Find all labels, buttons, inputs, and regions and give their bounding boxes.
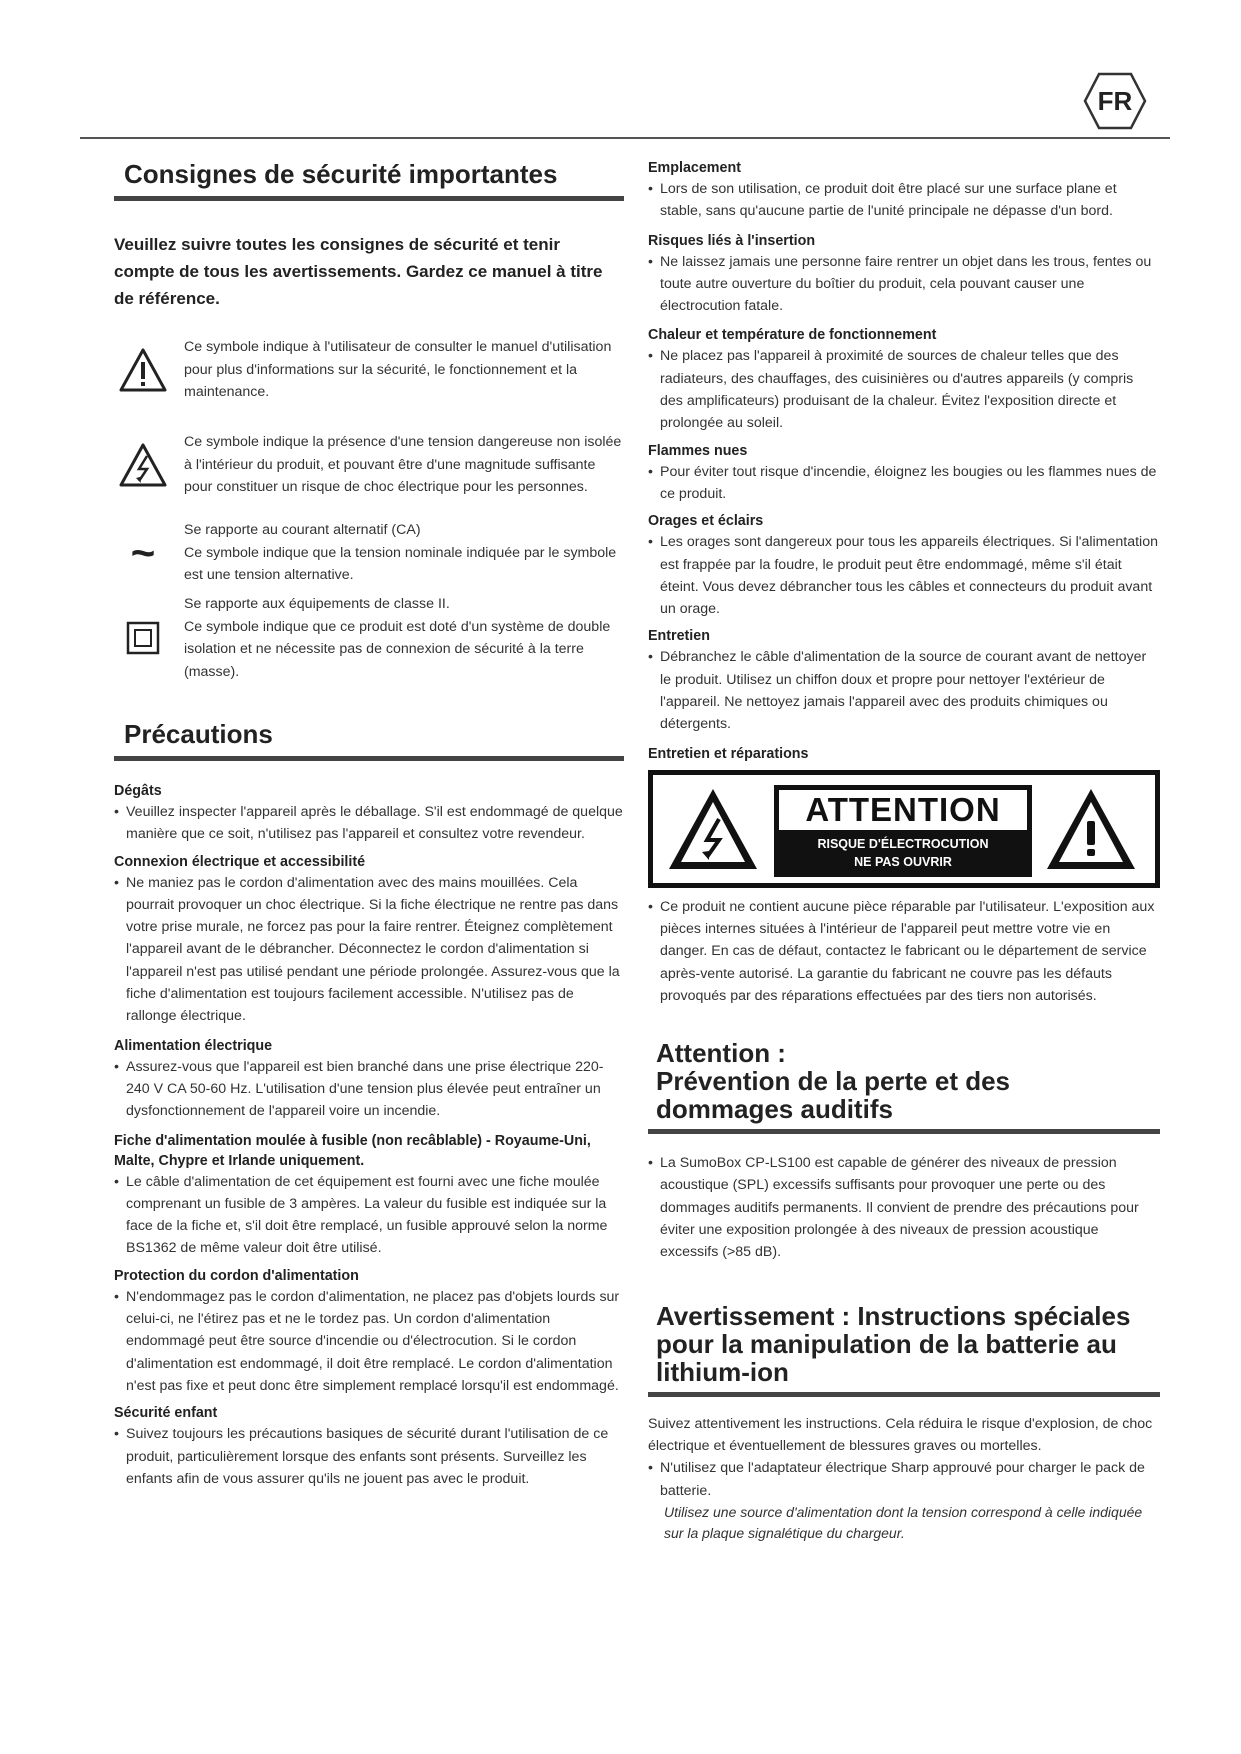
bullet-item: • Les orages sont dangereux pour tous les appareils électriques. Si l'alimentation est frappée par la foudre, le produit peut être endommagé, même s'il était éteint. Vous devez débrancher tous les câbles et connecteurs du produit avant un orage.: [648, 531, 1160, 620]
tilde-glyph: ~: [130, 529, 156, 576]
section: [648, 325, 1160, 434]
precautions-list: [114, 781, 624, 1490]
bullet-item: • Ne maniez pas le cordon d'alimentation avec des mains mouillées. Cela pourrait provoquer un choc électrique. Si la fiche électrique ne rentre pas dans votre prise murale, ne forcez pas pour la faire rentrer. Éteignez complètement l'appareil avant de le débrancher. Déconnectez le cordon d'alimentation si l'appareil n'est pas utilisé pendant une période prolongée. Assurez-vous que la fiche d'alimentation est toujours facilement accessible. N'utilisez pas de rallonge électrique.: [114, 872, 624, 1028]
symbol-description: Ce symbole indique la présence d'une tension dangereuse non isolée à l'intérieur du produit, et pouvant être d'une magnitude suffisante pour constituer un risque de choc électrique pour les personnes.: [184, 434, 622, 496]
symbol-list: [114, 330, 624, 682]
section: [648, 441, 1160, 506]
bullet-item: • N'endommagez pas le cordon d'alimentation, ne placez pas d'objets lourds sur celui-ci, ne l'étirez pas et ne le tordez pas. Un cordon d'alimentation endommagé peut être source d'incendie ou d'électrocution. Si le cordon d'alimentation est endommagé, il doit être remplacé. Le cordon d'alimentation n'est pas fixe et peut donc être simplement remplacé lorsqu'il est endommagé.: [114, 1286, 624, 1397]
bullet-item: • Ne placez pas l'appareil à proximité de sources de chaleur telles que des radiateurs, des chauffages, des cuisinières ou d'autres appareils (y compris des amplificateurs) produisant de la chaleur. Évitez l'exposition directe et prolongée au soleil.: [648, 345, 1160, 434]
symbol-line: Se rapporte au courant alternatif (CA): [184, 522, 421, 539]
voltage-triangle-icon: [665, 785, 761, 873]
bullet-item: • La SumoBox CP-LS100 est capable de générer des niveaux de pression acoustique (SPL) excessifs suffisants pour provoquer une perte ou des dommages auditifs permanents. Il convient de prendre des précautions pour éviter une exposition prolongée à des niveaux de pression acoustique excessifs (>85 dB).: [648, 1152, 1160, 1263]
bullet-text: La SumoBox CP-LS100 est capable de générer des niveaux de pression acoustique (SPL) excessifs suffisants pour provoquer une perte ou des dommages auditifs permanents. Il convient de prendre des précautions pour éviter une exposition prolongée à des niveaux de pression acoustique excessifs (>85 dB).: [660, 1155, 1139, 1261]
bullet-item: • Lors de son utilisation, ce produit doit être placé sur une surface plane et stable, sans qu'aucune partie de l'unité principale ne dépasse d'un bord.: [648, 178, 1160, 223]
bullet-text: Lors de son utilisation, ce produit doit être placé sur une surface plane et stable, sans qu'aucune partie de l'unité principale ne dépasse d'un bord.: [660, 181, 1117, 220]
bullet-text: Les orages sont dangereux pour tous les appareils électriques. Si l'alimentation est frappée par la foudre, le produit peut être endommagé, même s'il était éteint. Vous devez débrancher tous les câbles et connecteurs du produit avant un orage.: [660, 534, 1158, 618]
bullet-text: Pour éviter tout risque d'incendie, éloignez les bougies ou les flammes nues de ce produit.: [660, 463, 1157, 502]
bullet-item: • N'utilisez que l'adaptateur électrique Sharp approuvé pour charger le pack de batterie.: [648, 1457, 1160, 1502]
safety-title: Consignes de sécurité importantes: [124, 159, 558, 189]
section: [114, 1266, 624, 1397]
section-heading: Dégâts: [114, 783, 162, 799]
section: [648, 231, 1160, 318]
voltage-triangle-icon: [114, 442, 172, 488]
bullet-text: Veuillez inspecter l'appareil après le déballage. S'il est endommagé de quelque manière que ce soit, n'utilisez pas l'appareil et consultez votre revendeur.: [126, 804, 623, 843]
language-code: FR: [1097, 86, 1133, 116]
title-rule: [114, 196, 624, 201]
tilde-icon: [114, 529, 172, 576]
symbol-row: [114, 330, 624, 410]
bullet-text: Suivez toujours les précautions basiques de sécurité durant l'utilisation de ce produit, particulièrement lorsque des enfants sont présents. Surveillez les enfants afin de vous assurer qu'ils ne jouent pas avec le produit.: [126, 1426, 609, 1487]
section-heading: Flammes nues: [648, 442, 748, 459]
header-divider: [80, 137, 1170, 139]
section: [114, 1036, 624, 1123]
symbol-row: [114, 594, 624, 682]
symbol-description: Ce symbole indique à l'utilisateur de consulter le manuel d'utilisation pour plus d'informations sur la sécurité, le fonctionnement et la maintenance.: [184, 339, 612, 401]
section-heading: Entretien: [648, 628, 710, 645]
symbol-line: Ce symbole indique que la tension nominale indiquée par le symbole est une tension alternative.: [184, 544, 617, 584]
title-rule: [648, 1129, 1160, 1134]
bullet-item: • Le câble d'alimentation de cet équipement est fourni avec une fiche moulée comprenant un fusible de 3 ampères. La valeur du fusible est indiquée sur la face de la fiche et, s'il doit être remplacé, un fusible approuvé selon la norme BS1362 de même valeur doit être utilisé.: [114, 1171, 624, 1260]
attention-line: NE PAS OUVRIR: [854, 854, 952, 869]
section-heading: Protection du cordon d'alimentation: [114, 1267, 359, 1284]
bullet-item: • Ne laissez jamais une personne faire rentrer un objet dans les trous, fentes ou toute autre ouverture du boîtier du produit, cela pouvant causer une électrocution fatale.: [648, 251, 1160, 318]
left-column: [114, 150, 624, 1490]
symbol-description: [184, 593, 624, 683]
bullet-text: N'utilisez que l'adaptateur électrique Sharp approuvé pour charger le pack de batterie.: [660, 1460, 1145, 1499]
bullet-item: • Ce produit ne contient aucune pièce réparable par l'utilisateur. L'exposition aux pièces internes situées à l'intérieur de l'appareil peut mettre votre vie en danger. En cas de défaut, contactez le fabricant ou le département de service après-vente autorisé. La garantie du fabricant ne couvre pas les défauts provoqués par des réparations effectuées par des tiers non autorisés.: [648, 896, 1160, 1007]
symbol-line: Ce symbole indique que ce produit est doté d'un système de double isolation et ne nécessite pas de connexion de sécurité à la terre (masse).: [184, 618, 611, 680]
section-heading: Risques liés à l'insertion: [648, 232, 816, 249]
attention-line: RISQUE D'ÉLECTROCUTION: [817, 836, 989, 851]
section-heading: Chaleur et température de fonctionnement: [648, 327, 937, 344]
bullet-text: N'endommagez pas le cordon d'alimentation, ne placez pas d'objets lourds sur celui-ci, ne l'étirez pas et ne le tordez pas. Un cordon d'alimentation endommagé peut être source d'incendie ou d'électrocution. Si le cordon d'alimentation est endommagé, il doit être remplacé. Le cordon d'alimentation n'est pas fixe et peut donc être simplement remplacé lorsqu'il est endommagé.: [126, 1288, 620, 1394]
section: [648, 158, 1160, 223]
bullet-text: Le câble d'alimentation de cet équipement est fourni avec une fiche moulée comprenant un fusible de 3 ampères. La valeur du fusible est indiquée sur la face de la fiche et, s'il doit être remplacé, un fusible approuvé selon la norme BS1362 de même valeur doit être utilisé.: [126, 1173, 608, 1257]
bullet-text: Ne maniez pas le cordon d'alimentation avec des mains mouillées. Cela pourrait provoquer un choc électrique. Si la fiche électrique ne rentre pas dans votre prise murale, ne forcez pas pour la faire rentrer. Éteignez complètement l'appareil avant de le débrancher. Déconnectez le cordon d'alimentation si l'appareil n'est pas utilisé pendant une période prolongée. Assurez-vous que la fiche d'alimentation est toujours facilement accessible. N'utilisez pas de rallonge électrique.: [126, 874, 620, 1025]
bullet-item: • Pour éviter tout risque d'incendie, éloignez les bougies ou les flammes nues de ce produit.: [648, 461, 1160, 506]
warning-triangle-icon: [114, 347, 172, 393]
section: [114, 1403, 624, 1490]
safety-intro: Veuillez suivre toutes les consignes de sécurité et tenir compte de tous les avertissements. Gardez ce manuel à titre de référence.: [114, 235, 603, 308]
bullet-text: Ce produit ne contient aucune pièce réparable par l'utilisateur. L'exposition aux pièces internes situées à l'intérieur de l'appareil peut mettre votre vie en danger. En cas de défaut, contactez le fabricant ou le département de service après-vente autorisé. La garantie du fabricant ne couvre pas les défauts provoqués par des réparations effectuées par des tiers non autorisés.: [660, 898, 1155, 1004]
attention-word: ATTENTION: [779, 790, 1027, 830]
section-heading: Connexion électrique et accessibilité: [114, 853, 366, 870]
symbol-description: [184, 519, 624, 587]
symbol-line: Se rapporte aux équipements de classe II.: [184, 596, 450, 612]
battery-title-line: lithium-ion: [656, 1356, 789, 1387]
attention-caption: [774, 835, 1032, 871]
section: [648, 626, 1160, 735]
hearing-title: [656, 1039, 1160, 1123]
section-heading: Entretien et réparations: [648, 745, 809, 762]
hearing-title-line: Attention :: [656, 1038, 786, 1069]
attention-warning-label: [648, 770, 1160, 888]
hearing-warning-section: [648, 1039, 1160, 1263]
section: [114, 1131, 624, 1260]
bullet-item: • Assurez-vous que l'appareil est bien branché dans une prise électrique 220-240 V CA 50-60 Hz. L'utilisation d'une tension plus élevée peut entraîner un dysfonctionnement de l'appareil voire un incendie.: [114, 1056, 624, 1123]
warning-triangle-icon: [1043, 785, 1139, 873]
attention-label: [774, 785, 1032, 877]
battery-note: Utilisez une source d'alimentation dont la tension correspond à celle indiquée sur la plaque signalétique du chargeur.: [664, 1503, 1143, 1541]
section-heading: Sécurité enfant: [114, 1405, 218, 1422]
symbol-row: [114, 520, 624, 586]
section-heading: Emplacement: [648, 160, 741, 176]
battery-intro: Suivez attentivement les instructions. Cela réduira le risque d'explosion, de choc électrique et éventuellement de blessures graves ou mortelles.: [648, 1415, 1153, 1454]
title-rule: [648, 1392, 1160, 1397]
precautions-title: Précautions: [124, 719, 273, 749]
bullet-text: Ne laissez jamais une personne faire rentrer un objet dans les trous, fentes ou toute autre ouverture du boîtier du produit, cela pouvant causer une électrocution fatale.: [660, 253, 1152, 315]
bullet-item: • Veuillez inspecter l'appareil après le déballage. S'il est endommagé de quelque manière que ce soit, n'utilisez pas l'appareil et consultez votre revendeur.: [114, 801, 624, 846]
hearing-title-line: dommages auditifs: [656, 1094, 893, 1125]
class-ii-icon: [114, 621, 172, 655]
symbol-row: [114, 420, 624, 510]
section: [648, 511, 1160, 620]
bullet-item: • Suivez toujours les précautions basiques de sécurité durant l'utilisation de ce produit, particulièrement lorsque des enfants sont présents. Surveillez les enfants afin de vous assurer qu'ils ne jouent pas avec le produit.: [114, 1423, 624, 1490]
hearing-title-line: Prévention de la perte et des: [656, 1066, 1011, 1097]
section-heading: Alimentation électrique: [114, 1037, 273, 1054]
bullet-text: Assurez-vous que l'appareil est bien branché dans une prise électrique 220-240 V CA 50-60 Hz. L'utilisation d'une tension plus élevée peut entraîner un dysfonctionnement de l'appareil voire un incendie.: [126, 1058, 604, 1120]
section: [114, 852, 624, 1028]
bullet-text: Débranchez le câble d'alimentation de la source de courant avant de nettoyer le produit. Utilisez un chiffon doux et propre pour nettoyer l'extérieur de l'appareil. Ne nettoyez jamais l'appareil avec des produits chimiques ou détergents.: [660, 649, 1147, 733]
bullet-item: • Débranchez le câble d'alimentation de la source de courant avant de nettoyer le produit. Utilisez un chiffon doux et propre pour nettoyer l'extérieur de l'appareil. Ne nettoyez jamais l'appareil avec des produits chimiques ou détergents.: [648, 646, 1160, 735]
section-heading: Orages et éclairs: [648, 513, 764, 530]
section-heading: Fiche d'alimentation moulée à fusible (non recâblable) - Royaume-Uni, Malte, Chypre et Irlande uniquement.: [114, 1132, 591, 1169]
attention-panel: [653, 775, 1155, 883]
title-rule: [114, 756, 624, 761]
battery-title-line: pour la manipulation de la batterie au: [656, 1328, 1117, 1359]
right-column: [648, 158, 1160, 1544]
section: [114, 781, 624, 846]
battery-warning-section: [648, 1302, 1160, 1544]
battery-title: [656, 1302, 1160, 1386]
battery-title-line: Avertissement : Instructions spéciales: [656, 1300, 1131, 1331]
bullet-text: Ne placez pas l'appareil à proximité de sources de chaleur telles que des radiateurs, des chauffages, des cuisinières ou d'autres appareils (y compris des amplificateurs) produisant de la chaleur. Évitez l'exposition directe et prolongée au soleil.: [660, 348, 1134, 432]
language-badge: [1083, 72, 1147, 130]
